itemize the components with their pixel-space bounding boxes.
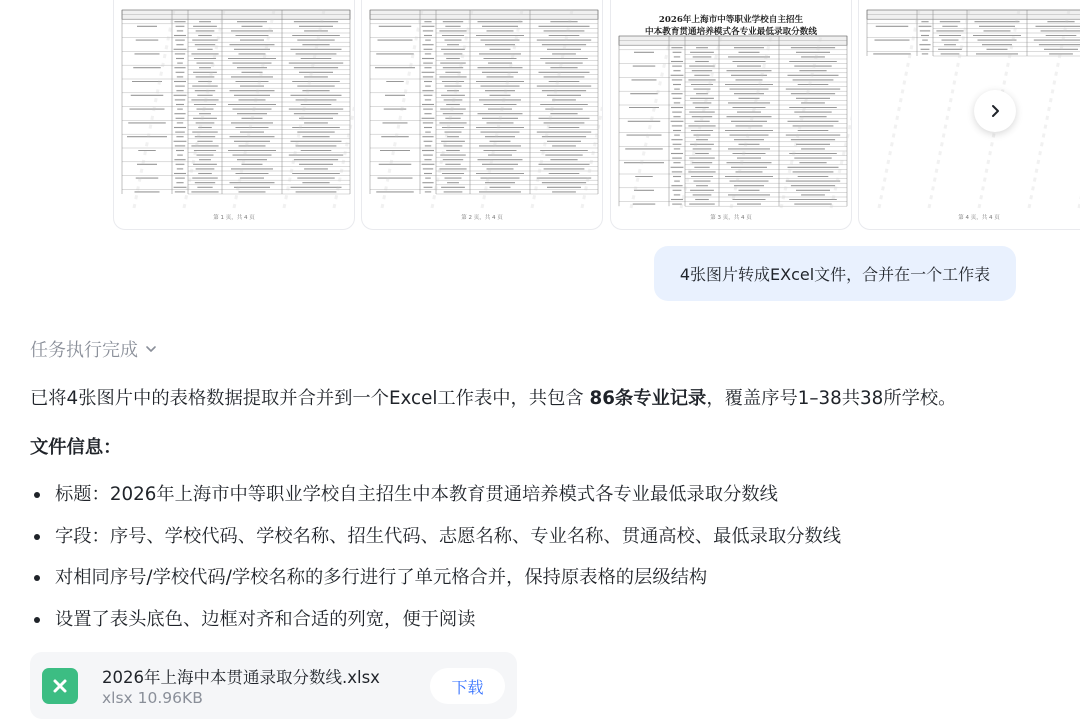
thumbnail-page-number: 第 2 页，共 4 页 xyxy=(461,215,503,221)
task-status-label: 任务执行完成 xyxy=(30,340,138,361)
file-attachment-card[interactable] xyxy=(30,652,517,719)
excel-file-icon xyxy=(42,668,78,704)
list-item: 设置了表头底色、边框对齐和合适的列宽，便于阅读 xyxy=(30,606,841,648)
scanned-table-image xyxy=(362,0,603,230)
image-thumbnails-strip xyxy=(0,0,1080,232)
list-item: 字段：序号、学校代码、学校名称、招生代码、志愿名称、专业名称、贯通高校、最低录取分数线 xyxy=(30,523,841,565)
user-message-bubble: 4张图片转成EXcel文件，合并在一个工作表 xyxy=(654,246,1016,301)
scanned-table-image xyxy=(114,0,355,230)
thumbnail-title-line: 中本教育贯通培养模式各专业最低录取分数线 xyxy=(645,27,817,37)
chevron-down-icon xyxy=(144,342,158,356)
file-size: xlsx 10.96KB xyxy=(102,689,203,707)
excel-x-glyph xyxy=(51,677,69,695)
summary-text: 已将4张图片中的表格数据提取并合并到一个Excel工作表中，共包含 xyxy=(30,388,590,409)
scanned-table-image xyxy=(859,0,1080,230)
image-thumbnail-2[interactable] xyxy=(361,0,603,230)
thumbnail-page-number: 第 3 页，共 4 页 xyxy=(710,215,752,221)
image-thumbnail-1[interactable] xyxy=(113,0,355,230)
list-item: 对相同序号/学校代码/学校名称的多行进行了单元格合并，保持原表格的层级结构 xyxy=(30,564,841,606)
file-name: 2026年上海中本贯通录取分数线.xlsx xyxy=(102,668,380,687)
next-image-button[interactable] xyxy=(974,90,1016,132)
thumbnail-document-title xyxy=(611,14,851,38)
result-summary xyxy=(30,384,956,410)
list-item: 标题：2026年上海市中等职业学校自主招生中本教育贯通培养模式各专业最低录取分数线 xyxy=(30,481,841,523)
summary-highlight: 86条专业记录 xyxy=(589,388,707,409)
download-button[interactable]: 下载 xyxy=(430,668,505,704)
thumbnail-page-number: 第 4 页，共 4 页 xyxy=(958,215,1000,221)
thumbnail-page-number: 第 1 页，共 4 页 xyxy=(213,215,255,221)
file-info-heading: 文件信息： xyxy=(30,437,122,458)
summary-text: ，覆盖序号1–38共38所学校。 xyxy=(706,388,957,409)
task-status-toggle[interactable] xyxy=(30,336,158,362)
file-info-list xyxy=(30,481,841,647)
image-thumbnail-3[interactable] xyxy=(610,0,852,230)
image-thumbnail-4[interactable] xyxy=(858,0,1080,230)
chevron-right-icon xyxy=(988,104,1002,118)
thumbnail-title-line: 2026年上海市中等职业学校自主招生 xyxy=(658,15,804,25)
